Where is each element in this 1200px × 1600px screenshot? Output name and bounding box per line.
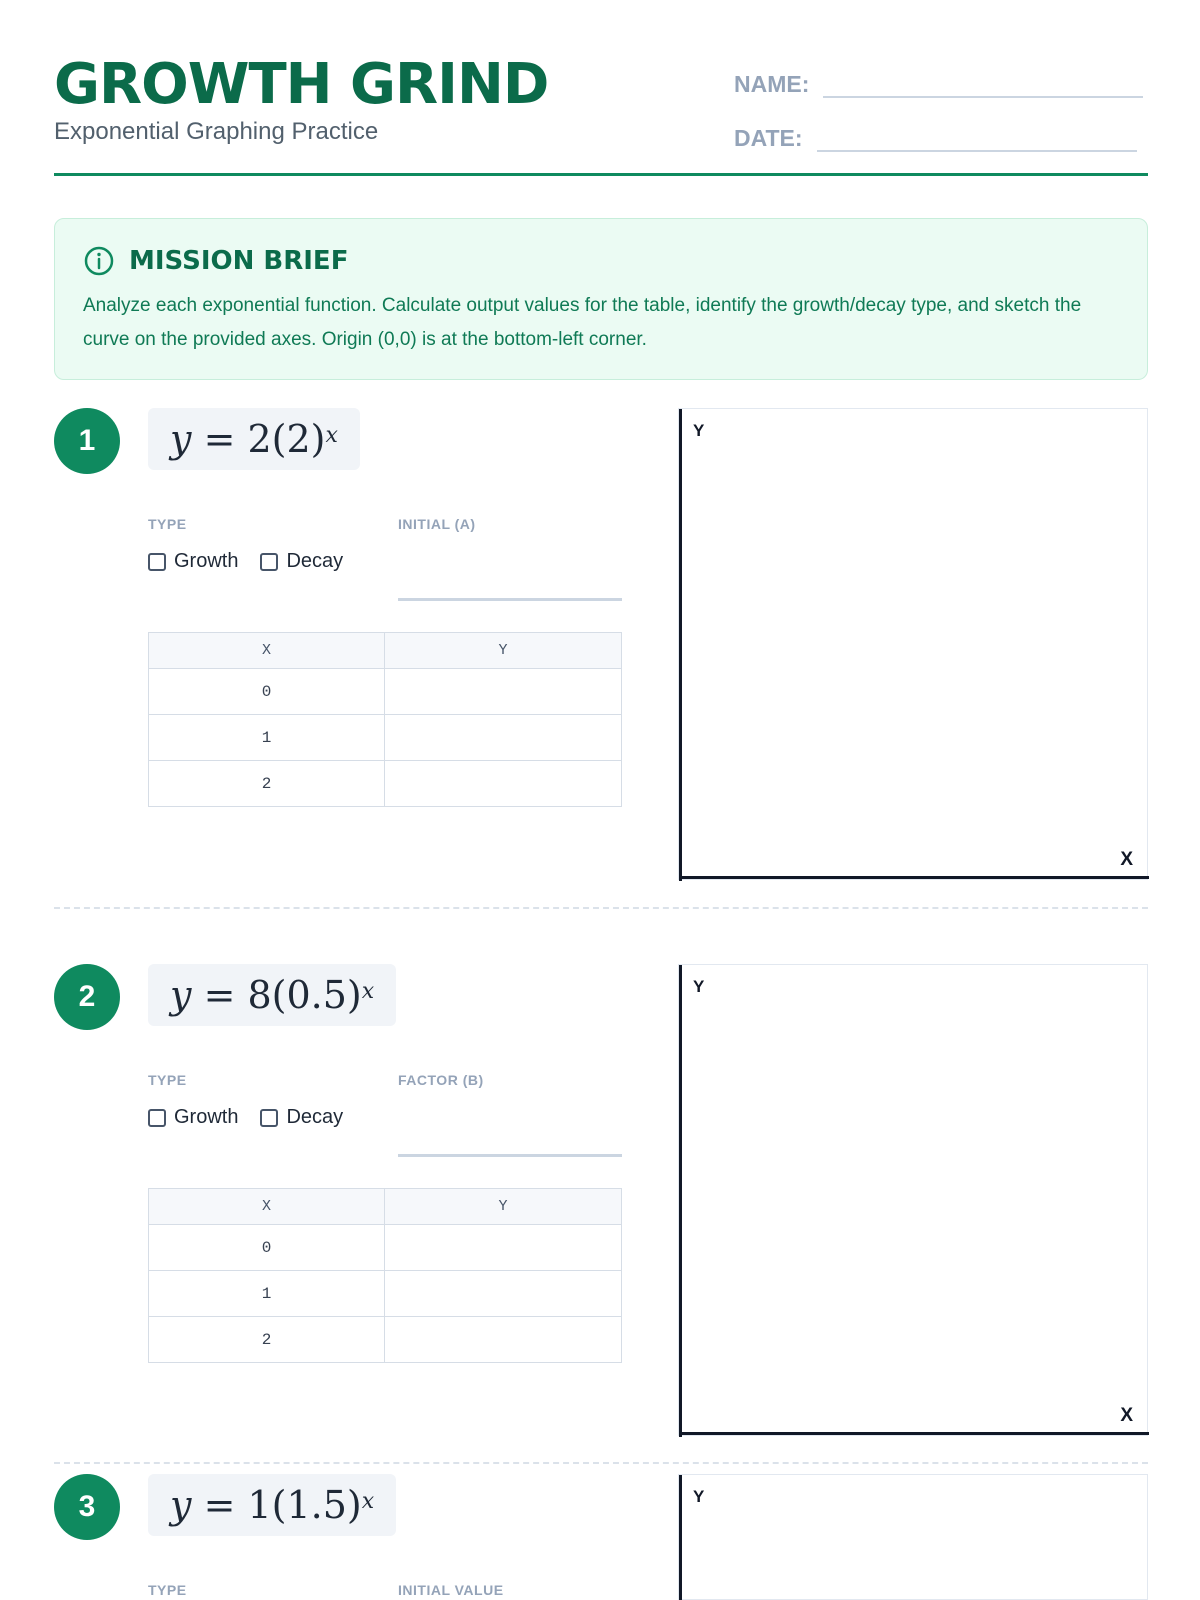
section-divider (54, 1462, 1148, 1464)
name-field[interactable] (823, 68, 1143, 98)
x-cell: 2 (149, 761, 385, 807)
equation-base: 2(2) (247, 417, 326, 461)
equation-equals: = (203, 1483, 236, 1527)
equation-exponent: x (325, 422, 338, 448)
equation-lhs: y (170, 1483, 192, 1527)
factor-b-answer-field[interactable] (398, 1154, 622, 1157)
table-row (149, 669, 622, 715)
col-x-header: X (149, 633, 385, 669)
table-row (149, 761, 622, 807)
col-y-header: Y (385, 1189, 622, 1225)
initial-a-answer-field[interactable] (398, 598, 622, 601)
type-label: TYPE (148, 516, 187, 532)
equation (148, 1474, 396, 1536)
growth-checkbox[interactable] (148, 1109, 166, 1127)
name-row (734, 58, 1143, 98)
y-axis (679, 409, 682, 881)
decay-label: Decay (286, 1106, 344, 1128)
xy-table (148, 632, 622, 807)
worksheet-subtitle: Exponential Graphing Practice (54, 118, 379, 145)
problem-2 (54, 964, 1148, 1436)
equation-base: 1(1.5) (247, 1483, 362, 1527)
decay-checkbox[interactable] (260, 553, 278, 571)
table-header-row (149, 633, 622, 669)
xy-table (148, 1188, 622, 1363)
col-x-header: X (149, 1189, 385, 1225)
table-row (149, 715, 622, 761)
table-row (149, 1317, 622, 1363)
growth-option[interactable] (148, 1106, 238, 1129)
equation (148, 964, 396, 1026)
section-divider (54, 907, 1148, 909)
equation-equals: = (203, 973, 236, 1017)
date-row (734, 112, 1137, 152)
x-axis-label: X (1120, 1405, 1133, 1426)
x-axis-label: X (1120, 849, 1133, 870)
y-axis (679, 1475, 682, 1600)
type-options (148, 550, 365, 573)
graph-axes[interactable] (678, 1474, 1148, 1600)
table-header-row (149, 1189, 622, 1225)
x-cell: 1 (149, 1271, 385, 1317)
y-answer-cell[interactable] (385, 669, 622, 715)
equation-exponent: x (361, 1488, 375, 1514)
x-cell: 0 (149, 669, 385, 715)
problem-number-badge: 3 (54, 1474, 120, 1540)
growth-option[interactable] (148, 550, 238, 573)
graph-axes[interactable] (678, 964, 1148, 1436)
mission-brief-title: MISSION BRIEF (129, 246, 349, 276)
decay-option[interactable] (260, 1106, 343, 1129)
type-label: TYPE (148, 1072, 187, 1088)
y-answer-cell[interactable] (385, 761, 622, 807)
name-label: NAME: (734, 71, 810, 97)
equation-equals: = (203, 417, 236, 461)
x-cell: 2 (149, 1317, 385, 1363)
problem-3 (54, 1474, 1148, 1600)
col-y-header: Y (385, 633, 622, 669)
problem-number-badge: 2 (54, 964, 120, 1030)
growth-label: Growth (174, 550, 239, 572)
y-answer-cell[interactable] (385, 715, 622, 761)
type-label: TYPE (148, 1582, 187, 1598)
date-field[interactable] (817, 122, 1137, 152)
y-answer-cell[interactable] (385, 1271, 622, 1317)
initial-a-label: INITIAL (A) (398, 516, 476, 532)
y-axis-label: Y (693, 977, 705, 996)
date-label: DATE: (734, 125, 803, 151)
mission-brief (54, 218, 1148, 380)
mission-brief-header (83, 245, 348, 277)
equation-lhs: y (170, 973, 192, 1017)
type-options (148, 1106, 365, 1129)
graph-axes[interactable] (678, 408, 1148, 880)
y-answer-cell[interactable] (385, 1225, 622, 1271)
equation-exponent: x (361, 978, 375, 1004)
info-icon (83, 245, 115, 277)
problem-number-badge: 1 (54, 408, 120, 474)
x-axis (679, 1432, 1149, 1435)
decay-option[interactable] (260, 550, 343, 573)
y-axis-label: Y (693, 1487, 705, 1506)
factor-b-label: FACTOR (B) (398, 1072, 484, 1088)
decay-checkbox[interactable] (260, 1109, 278, 1127)
x-axis (679, 876, 1149, 879)
worksheet-header (54, 52, 1148, 176)
equation (148, 408, 360, 470)
equation-lhs: y (170, 417, 192, 461)
table-row (149, 1271, 622, 1317)
growth-label: Growth (174, 1106, 239, 1128)
initial-value-label: INITIAL VALUE (398, 1582, 504, 1598)
growth-checkbox[interactable] (148, 553, 166, 571)
x-cell: 1 (149, 715, 385, 761)
worksheet-title: GROWTH GRIND (54, 52, 549, 117)
y-axis (679, 965, 682, 1437)
y-answer-cell[interactable] (385, 1317, 622, 1363)
x-cell: 0 (149, 1225, 385, 1271)
problem-1 (54, 408, 1148, 880)
y-axis-label: Y (693, 421, 705, 440)
mission-brief-text: Analyze each exponential function. Calculate output values for the table, identify the growth/decay type, and sketch the curve on the provided axes. Origin (0,0) is at the bottom-left corner. (83, 295, 1082, 350)
table-row (149, 1225, 622, 1271)
equation-base: 8(0.5) (247, 973, 362, 1017)
decay-label: Decay (286, 550, 344, 572)
